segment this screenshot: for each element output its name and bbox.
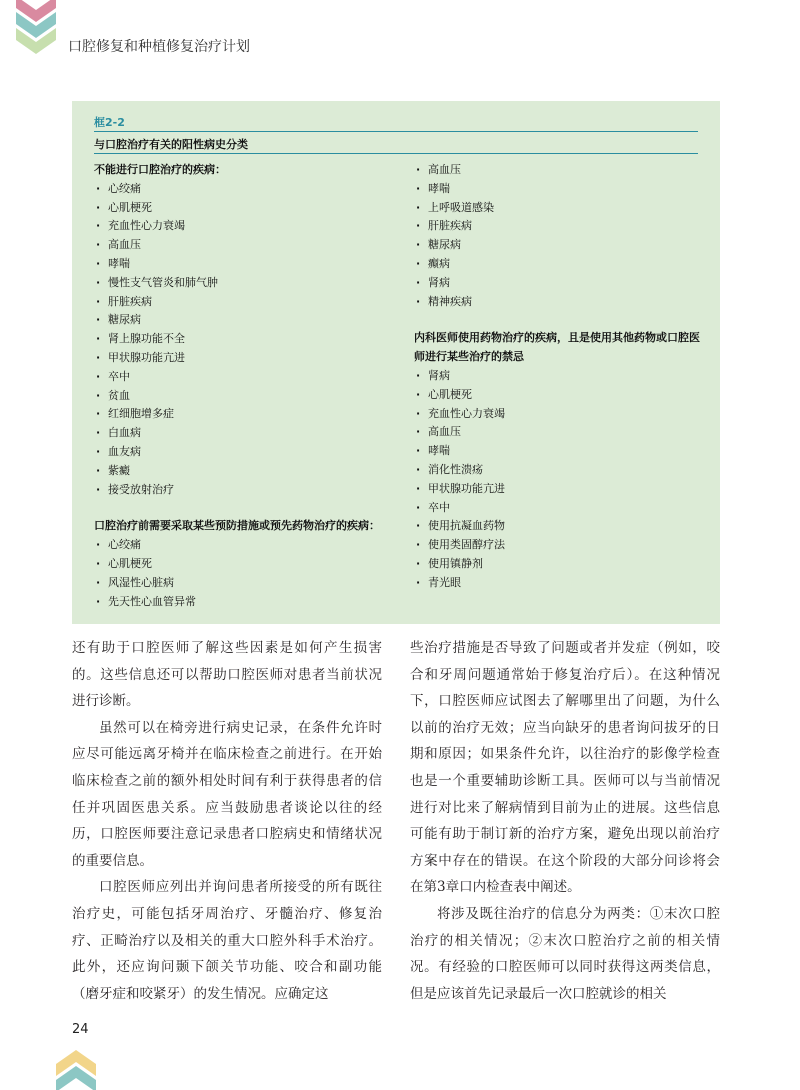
body-text-right	[410, 635, 720, 1007]
list-item: · 消化性溃疡	[414, 461, 704, 480]
list-item: · 甲状腺功能亢进	[94, 349, 404, 368]
paragraph: 将涉及既往治疗的信息分为两类：①末次口腔治疗的相关情况；②末次口腔治疗之前的相关情况。有经验的口腔医师可以同时获得这两类信息，但是应该首先记录最后一次口腔就诊的相关	[410, 905, 720, 1002]
disease-list	[414, 367, 704, 593]
list-item: · 糖尿病	[414, 236, 704, 255]
paragraph: 还有助于口腔医师了解这些因素是如何产生损害的。这些信息还可以帮助口腔医师对患者当前状况进行诊断。	[72, 640, 382, 710]
list-item: · 心肌梗死	[94, 555, 404, 574]
paragraph: 口腔医师应列出并询问患者所接受的所有既往治疗史，可能包括牙周治疗、牙髓治疗、修复治疗、正畸治疗以及相关的重大口腔外科手术治疗。此外，还应询问颞下颌关节功能、咬合和副功能（磨牙症和咬紧牙）的发生情况。应确定这	[72, 879, 382, 1002]
list-item: · 风湿性心脏病	[94, 574, 404, 593]
list-item: · 精神疾病	[414, 293, 704, 312]
list-item: · 高血压	[414, 161, 704, 180]
list-item: · 充血性心力衰竭	[414, 405, 704, 424]
box-title: 与口腔治疗有关的阳性病史分类	[94, 138, 248, 151]
list-item: · 卒中	[414, 499, 704, 518]
list-item: · 慢性支气管炎和肺气肿	[94, 274, 404, 293]
list-item: · 心肌梗死	[94, 199, 404, 218]
chevron-decoration-top	[12, 0, 60, 56]
list-item: · 肝脏疾病	[94, 293, 404, 312]
section-heading: 内科医师使用药物治疗的疾病，且是使用其他药物或口腔医师进行某些治疗的禁忌	[414, 331, 700, 364]
list-item: · 心肌梗死	[414, 386, 704, 405]
chevron-decoration-bottom	[52, 1046, 100, 1090]
list-item: · 高血压	[94, 236, 404, 255]
list-item: · 哮喘	[94, 255, 404, 274]
list-item: · 白血病	[94, 424, 404, 443]
list-item: · 使用镇静剂	[414, 555, 704, 574]
info-box	[72, 101, 720, 624]
list-item: · 充血性心力衰竭	[94, 217, 404, 236]
disease-list	[414, 161, 704, 311]
list-item: · 心绞痛	[94, 536, 404, 555]
list-item: · 接受放射治疗	[94, 481, 404, 500]
page-number: 24	[72, 1022, 89, 1037]
list-item: · 上呼吸道感染	[414, 199, 704, 218]
list-item: · 癫病	[414, 255, 704, 274]
list-item: · 贫血	[94, 387, 404, 406]
disease-list	[94, 536, 404, 611]
body-text-left	[72, 635, 382, 1007]
list-item: · 甲状腺功能亢进	[414, 480, 704, 499]
paragraph: 些治疗措施是否导致了问题或者并发症（例如，咬合和牙周问题通常始于修复治疗后）。在这种情况下，口腔医师应试图去了解哪里出了问题，为什么以前的治疗无效；应当向缺牙的患者询问拔牙的日期和原因；如果条件允许，以往治疗的影像学检查也是一个重要辅助诊断工具。医师可以与当前情况进行对比来了解病情到目前为止的进展。这些信息可能有助于制订新的治疗方案，避免出现以前治疗方案中存在的错误。在这个阶段的大部分问诊将会在第3章口内检查表中阐述。	[410, 640, 720, 896]
list-item: · 紫癜	[94, 462, 404, 481]
list-item: · 使用抗凝血药物	[414, 517, 704, 536]
list-item: · 血友病	[94, 443, 404, 462]
section-heading: 不能进行口腔治疗的疾病：	[94, 163, 226, 176]
box-left-column	[94, 161, 404, 611]
paragraph: 虽然可以在椅旁进行病史记录，在条件允许时应尽可能远离牙椅并在临床检查之前进行。在开始临床检查之前的额外相处时间有利于获得患者的信任并巩固医患关系。应当鼓励患者谈论以往的经历，口腔医师要注意记录患者口腔病史和情绪状况的重要信息。	[72, 719, 382, 869]
list-item: · 红细胞增多症	[94, 405, 404, 424]
box-label: 框2-2	[94, 116, 125, 129]
box-right-column	[414, 161, 704, 593]
list-item: · 青光眼	[414, 574, 704, 593]
list-item: · 卒中	[94, 368, 404, 387]
list-item: · 先天性心血管异常	[94, 593, 404, 612]
list-item: · 肾病	[414, 367, 704, 386]
list-item: · 肾病	[414, 274, 704, 293]
list-item: · 高血压	[414, 423, 704, 442]
list-item: · 使用类固醇疗法	[414, 536, 704, 555]
list-item: · 心绞痛	[94, 180, 404, 199]
list-item: · 哮喘	[414, 180, 704, 199]
box-divider	[94, 131, 698, 132]
list-item: · 肝脏疾病	[414, 217, 704, 236]
disease-list	[94, 180, 404, 500]
list-item: · 肾上腺功能不全	[94, 330, 404, 349]
section-heading: 口腔治疗前需要采取某些预防措施或预先药物治疗的疾病：	[94, 519, 380, 533]
running-head: 口腔修复和种植修复治疗计划	[68, 39, 250, 55]
box-divider	[94, 153, 698, 154]
list-item: · 糖尿病	[94, 311, 404, 330]
list-item: · 哮喘	[414, 442, 704, 461]
